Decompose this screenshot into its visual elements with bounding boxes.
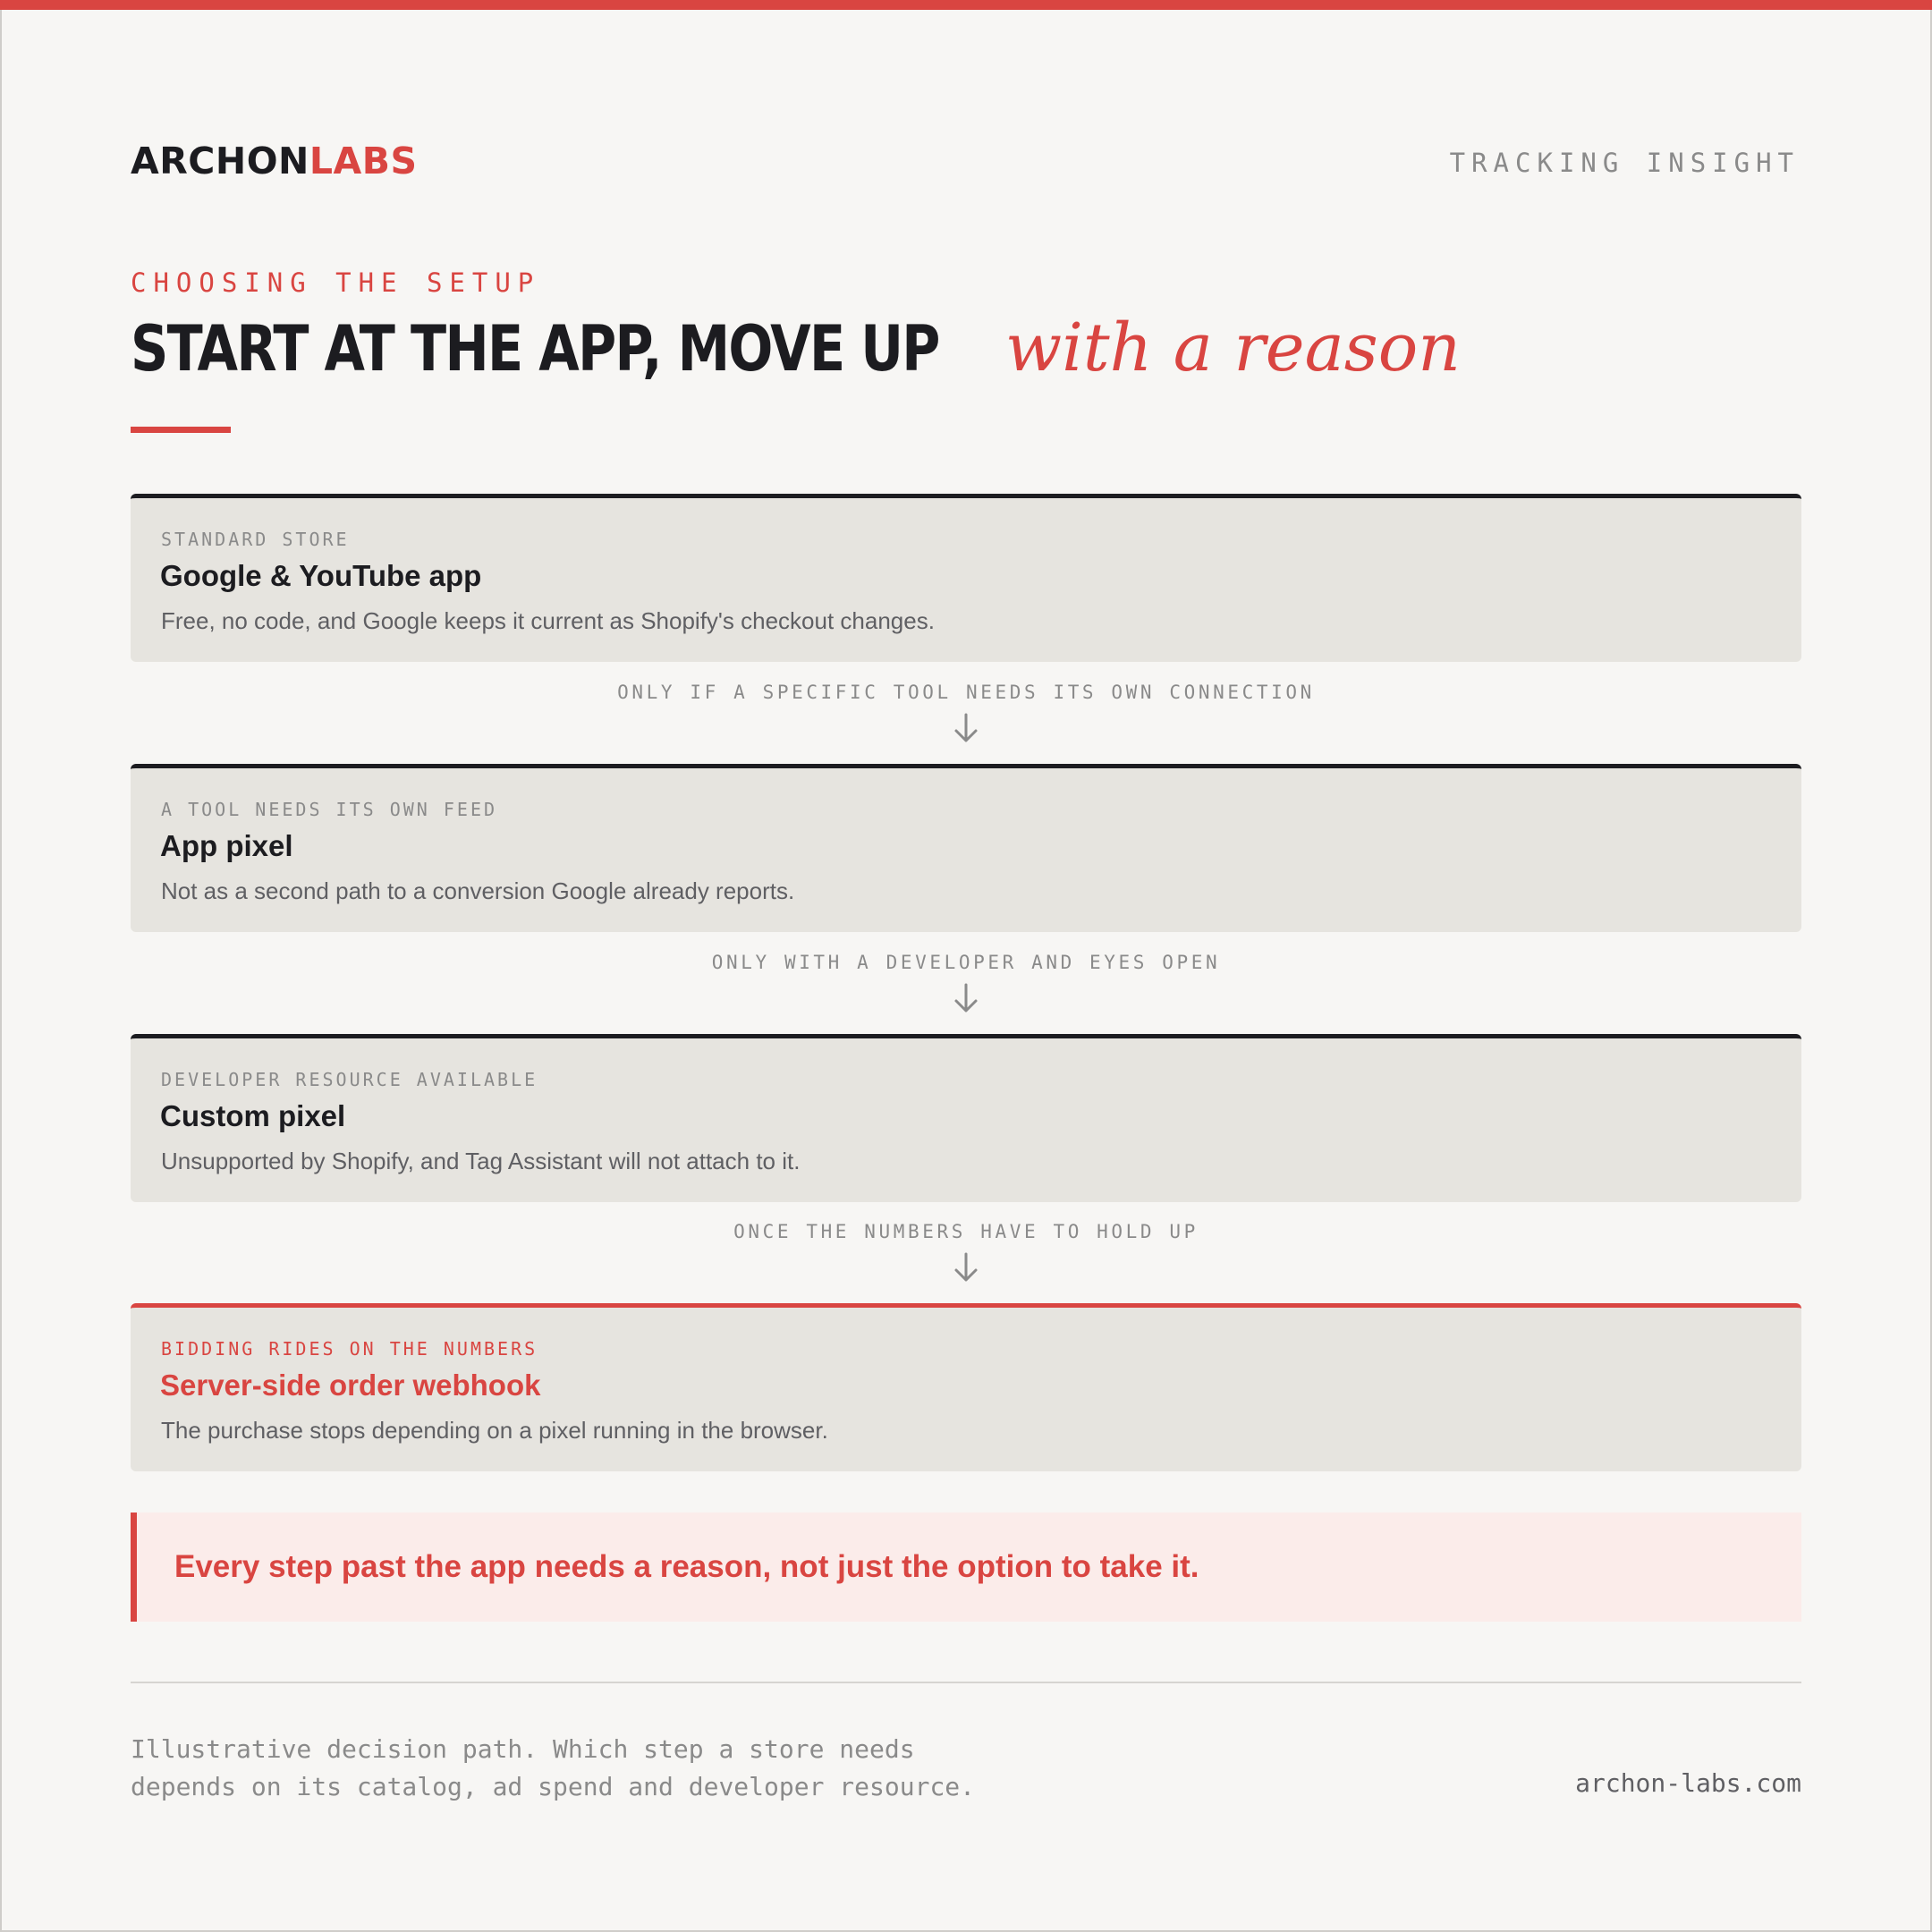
key-takeaway-callout	[131, 1513, 1801, 1622]
page-title	[131, 309, 1461, 386]
arrow-down-icon	[953, 983, 979, 1013]
step-card-app-pixel	[131, 764, 1801, 932]
header-label: TRACKING INSIGHT	[1449, 148, 1800, 178]
step-title: Server-side order webhook	[160, 1368, 541, 1402]
brand-logo-part-1: ARCHON	[131, 140, 309, 182]
step-connector	[131, 953, 1801, 1013]
step-description: Unsupported by Shopify, and Tag Assistant will not attach to it.	[161, 1148, 801, 1174]
connector-label: ONCE THE NUMBERS HAVE TO HOLD UP	[733, 1221, 1199, 1242]
step-tag: STANDARD STORE	[161, 529, 350, 550]
step-title: Custom pixel	[160, 1099, 346, 1132]
step-card-server-webhook	[131, 1303, 1801, 1471]
brand-logo	[131, 140, 418, 182]
section-eyebrow: CHOOSING THE SETUP	[131, 267, 541, 298]
footnote: Illustrative decision path. Which step a store needs depends on its catalog, ad spend and developer resource.	[131, 1734, 976, 1801]
step-connector	[131, 683, 1801, 743]
callout-text: Every step past the app needs a reason, not just the option to take it.	[174, 1549, 1199, 1584]
top-accent-bar	[0, 0, 1932, 10]
step-tag: DEVELOPER RESOURCE AVAILABLE	[161, 1069, 538, 1090]
step-description: Free, no code, and Google keeps it current as Shopify's checkout changes.	[161, 607, 935, 634]
step-description: Not as a second path to a conversion Google already reports.	[161, 877, 795, 904]
arrow-down-icon	[953, 1252, 979, 1283]
site-link: archon-labs.com	[1575, 1768, 1801, 1798]
title-underline	[131, 427, 231, 433]
step-card-custom-pixel	[131, 1034, 1801, 1202]
step-title: Google & YouTube app	[160, 559, 482, 592]
step-tag: A TOOL NEEDS ITS OWN FEED	[161, 799, 498, 820]
arrow-down-icon	[953, 713, 979, 743]
title-accent: with a reason	[1004, 309, 1461, 386]
step-connector	[131, 1223, 1801, 1283]
title-main: START AT THE APP, MOVE UP	[131, 312, 939, 386]
step-tag: BIDDING RIDES ON THE NUMBERS	[161, 1338, 538, 1360]
step-title: App pixel	[160, 829, 293, 862]
connector-label: ONLY IF A SPECIFIC TOOL NEEDS ITS OWN CONNECTION	[617, 682, 1315, 703]
footer-divider	[131, 1682, 1801, 1683]
connector-label: ONLY WITH A DEVELOPER AND EYES OPEN	[711, 952, 1221, 973]
step-card-app	[131, 494, 1801, 662]
brand-logo-part-2: LABS	[309, 140, 418, 182]
step-description: The purchase stops depending on a pixel running in the browser.	[161, 1417, 828, 1444]
